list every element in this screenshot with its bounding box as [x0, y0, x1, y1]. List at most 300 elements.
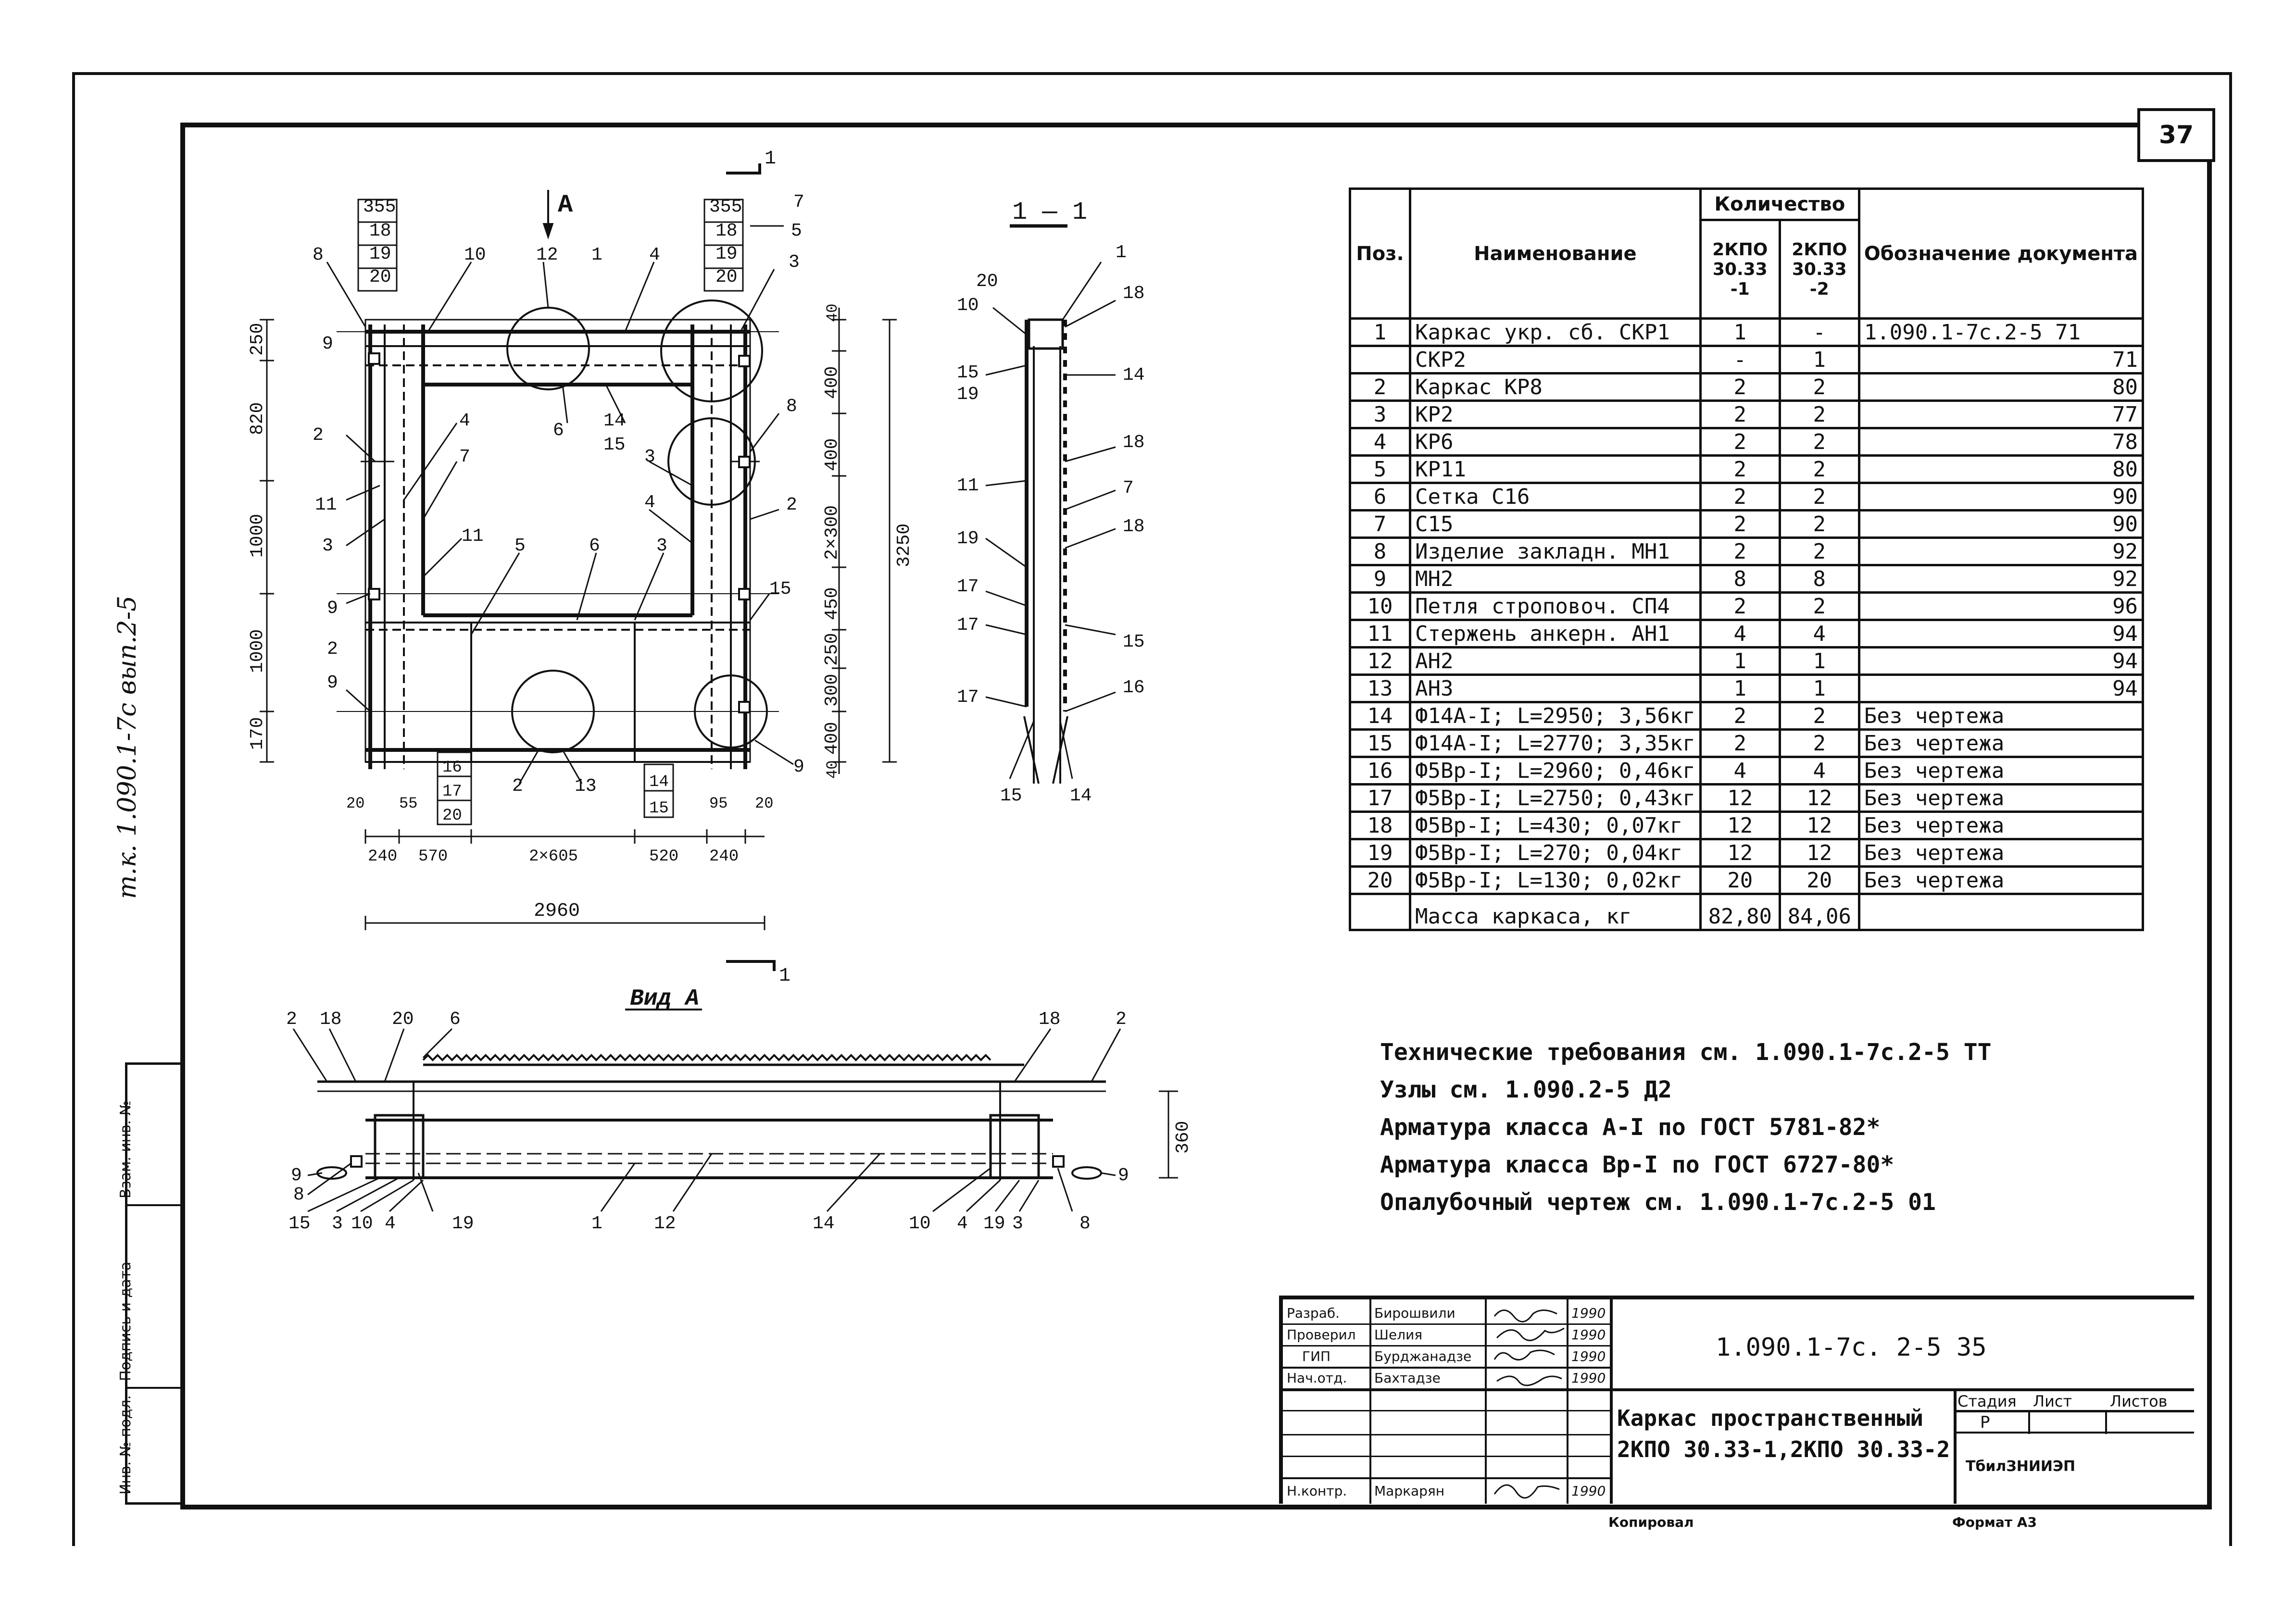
spec-qty-1: 2: [1700, 428, 1780, 456]
callout: 15: [603, 435, 626, 455]
dim-label: 18: [715, 221, 738, 241]
callout: 14: [603, 411, 626, 431]
spec-qty-2: 2: [1780, 374, 1859, 401]
spec-row: [1350, 319, 2143, 346]
dim-label: 400: [822, 438, 842, 471]
callout: 1: [1116, 242, 1127, 263]
dim-label: 20: [755, 795, 774, 812]
spec-doc: 1.090.1-7с.2-5 71: [1859, 319, 2143, 346]
callout: 4: [957, 1213, 968, 1234]
callout: 15: [1123, 632, 1145, 652]
callout: 10: [464, 245, 486, 265]
callout: 14: [1070, 786, 1092, 806]
spec-name: Петля строповоч. СП4: [1410, 593, 1701, 620]
stage-label: Стадия: [1957, 1392, 2017, 1410]
role-label: Н.контр.: [1287, 1483, 1347, 1499]
spec-name: Ф5Вр-I; L=430; 0,07кг: [1410, 812, 1701, 839]
spec-row: [1350, 538, 2143, 565]
dim-label: 520: [649, 848, 679, 866]
spec-doc: 80: [1859, 456, 2143, 483]
plan-view: [260, 163, 897, 971]
callout: 3: [789, 252, 800, 273]
stage-value: Р: [1980, 1413, 1990, 1432]
spec-name: Стержень анкерн. АН1: [1410, 620, 1701, 648]
document-title-line1: Каркас пространственный: [1617, 1405, 1923, 1431]
callout: 1: [591, 1213, 602, 1234]
callout: 8: [293, 1185, 304, 1205]
callout: 2: [1116, 1009, 1127, 1030]
col-pos: Поз.: [1350, 189, 1410, 319]
spec-pos: 17: [1350, 785, 1410, 812]
spec-qty-2: 4: [1780, 757, 1859, 785]
spec-qty-2: 1: [1780, 675, 1859, 702]
spec-name: КР2: [1410, 401, 1701, 428]
note-line: Арматура класса Вр-I по ГОСТ 6727-80*: [1380, 1151, 1895, 1178]
callout: 16: [1123, 677, 1145, 698]
callout: 4: [649, 245, 660, 265]
spec-row: [1350, 620, 2143, 648]
role-label: Нач.отд.: [1287, 1370, 1347, 1386]
spec-qty-2: 2: [1780, 401, 1859, 428]
spec-name: КР6: [1410, 428, 1701, 456]
spec-doc: 96: [1859, 593, 2143, 620]
dim-label: 18: [369, 221, 391, 241]
spec-doc: 90: [1859, 483, 2143, 511]
callout: 14: [813, 1213, 835, 1234]
view-title: Вид А: [630, 986, 700, 1012]
person-name: Бурджанадзе: [1374, 1348, 1472, 1364]
callout: 7: [1123, 478, 1134, 499]
dim-label: 450: [822, 587, 842, 620]
callout: 11: [315, 495, 337, 515]
dim-label: 1000: [247, 629, 268, 673]
dim-label: 17: [442, 783, 462, 801]
callout: 6: [553, 420, 564, 441]
callout: 19: [452, 1213, 474, 1234]
dim-label: 20: [715, 267, 738, 287]
spec-qty-2: 8: [1780, 565, 1859, 593]
spec-row: [1350, 675, 2143, 702]
total-mass: 82,80: [1700, 894, 1780, 930]
callout: 8: [786, 396, 797, 417]
view-a: [293, 1010, 1178, 1211]
col-qty: Количество: [1700, 189, 1859, 220]
spec-row: [1350, 374, 2143, 401]
spec-total-row: [1350, 894, 2143, 930]
dim-label: 95: [709, 795, 728, 812]
spec-pos: 2: [1350, 374, 1410, 401]
spec-name: Ф5Вр-I; L=2750; 0,43кг: [1410, 785, 1701, 812]
dim-label: 250: [822, 633, 842, 666]
callout: 5: [791, 221, 802, 241]
spec-pos: 7: [1350, 511, 1410, 538]
person-name: Бахтадзе: [1374, 1370, 1441, 1386]
title-block: [1279, 1296, 2194, 1504]
spec-name: Ф5Вр-I; L=2960; 0,46кг: [1410, 757, 1701, 785]
spec-pos: 13: [1350, 675, 1410, 702]
callout: 17: [957, 687, 979, 708]
callout: 11: [462, 526, 484, 547]
role-label: Разраб.: [1287, 1305, 1340, 1321]
organization: ТбилЗНИИЭП: [1966, 1458, 2076, 1475]
dim-label: 400: [822, 366, 842, 399]
dim-label: 570: [418, 848, 448, 866]
cut-marker: 1: [765, 148, 777, 170]
dim-label: 355: [363, 197, 396, 217]
spec-doc: 90: [1859, 511, 2143, 538]
callout: 13: [575, 776, 597, 797]
spec-name: Каркас укр. сб. СКР1: [1410, 319, 1701, 346]
callout: 10: [351, 1213, 373, 1234]
spec-qty-2: 4: [1780, 620, 1859, 648]
callout: 12: [536, 245, 558, 265]
dim-label: 2×300: [822, 505, 842, 560]
spec-pos: 15: [1350, 730, 1410, 757]
sign-date: 1990: [1571, 1305, 1606, 1321]
spec-pos: 10: [1350, 593, 1410, 620]
spec-doc: 94: [1859, 648, 2143, 675]
spec-qty-2: 2: [1780, 538, 1859, 565]
document-code: 1.090.1-7с. 2-5 35: [1716, 1333, 1987, 1362]
callout: 15: [1000, 786, 1022, 806]
side-note: т.к. 1.090.1-7с вып.2-5: [113, 595, 142, 899]
callout: 9: [327, 673, 338, 693]
col-doc: Обозначение документа: [1859, 189, 2143, 319]
callout: 18: [1039, 1009, 1061, 1030]
spec-qty-1: 2: [1700, 511, 1780, 538]
section-1-1: [986, 226, 1116, 784]
person-name: Бирошвили: [1374, 1305, 1455, 1321]
dim-label: 820: [247, 402, 268, 435]
spec-qty-1: 20: [1700, 867, 1780, 894]
spec-name: Изделие закладн. МН1: [1410, 538, 1701, 565]
spec-qty-2: 20: [1780, 867, 1859, 894]
person-name: Маркарян: [1374, 1483, 1445, 1499]
spec-qty-1: 8: [1700, 565, 1780, 593]
dim-label: 55: [399, 795, 418, 812]
spec-row: [1350, 483, 2143, 511]
callout: 2: [327, 639, 338, 660]
note-line: Опалубочный чертеж см. 1.090.1-7с.2-5 01: [1380, 1189, 1936, 1216]
sign-date: 1990: [1571, 1327, 1606, 1343]
spec-qty-2: 12: [1780, 812, 1859, 839]
spec-name: СКР2: [1410, 346, 1701, 374]
spec-doc: Без чертежа: [1859, 839, 2143, 867]
spec-name: АН3: [1410, 675, 1701, 702]
spec-row: [1350, 702, 2143, 730]
spec-pos: 12: [1350, 648, 1410, 675]
spec-name: Ф14А-I; L=2950; 3,56кг: [1410, 702, 1701, 730]
spec-name: С15: [1410, 511, 1701, 538]
strip-label: Подпись и дата: [117, 1261, 134, 1381]
spec-pos: 19: [1350, 839, 1410, 867]
callout: 6: [450, 1009, 461, 1030]
spec-pos: 9: [1350, 565, 1410, 593]
overall-width: 2960: [534, 900, 580, 922]
spec-qty-1: 2: [1700, 374, 1780, 401]
spec-row: [1350, 401, 2143, 428]
spec-qty-1: -: [1700, 346, 1780, 374]
spec-pos: 3: [1350, 401, 1410, 428]
dim-label: 20: [369, 267, 391, 287]
spec-pos: 5: [1350, 456, 1410, 483]
spec-qty-1: 2: [1700, 456, 1780, 483]
spec-qty-2: 12: [1780, 839, 1859, 867]
dim-label: 40: [824, 303, 841, 322]
spec-doc: 94: [1859, 675, 2143, 702]
callout: 18: [1123, 283, 1145, 304]
strip-label: Инв. № подл.: [117, 1395, 134, 1495]
spec-name: МН2: [1410, 565, 1701, 593]
technical-drawings: [0, 0, 1346, 1298]
format-label: Формат А3: [1952, 1514, 2037, 1530]
spec-doc: Без чертежа: [1859, 785, 2143, 812]
note-line: Узлы см. 1.090.2-5 Д2: [1380, 1076, 1672, 1103]
signatures: [1490, 1299, 1567, 1504]
callout: 4: [644, 492, 655, 513]
spec-qty-1: 2: [1700, 702, 1780, 730]
callout: 3: [656, 536, 667, 556]
spec-name: АН2: [1410, 648, 1701, 675]
spec-row: [1350, 593, 2143, 620]
callout: 2: [786, 495, 797, 515]
dim-label: 300: [822, 673, 842, 707]
callout: 7: [459, 447, 470, 467]
spec-qty-1: 1: [1700, 675, 1780, 702]
spec-qty-1: 12: [1700, 785, 1780, 812]
spec-rows: [1350, 319, 2143, 930]
sign-date: 1990: [1571, 1370, 1606, 1386]
spec-doc: 92: [1859, 538, 2143, 565]
spec-qty-1: 12: [1700, 839, 1780, 867]
strip-label: Взам. инв. №: [117, 1100, 134, 1198]
callout: 18: [1123, 432, 1145, 453]
callout: 15: [769, 579, 791, 599]
dim-label: 400: [822, 722, 842, 755]
callout: 20: [392, 1009, 414, 1030]
spec-doc: Без чертежа: [1859, 730, 2143, 757]
spec-cell: [1350, 894, 1410, 930]
col-name: Наименование: [1410, 189, 1701, 319]
spec-row: [1350, 648, 2143, 675]
spec-doc: 92: [1859, 565, 2143, 593]
callout: 2: [512, 776, 523, 797]
spec-qty-1: 1: [1700, 319, 1780, 346]
spec-qty-1: 2: [1700, 401, 1780, 428]
sheet-number: 37: [2137, 108, 2215, 162]
callout: 4: [459, 411, 470, 431]
callout: 17: [957, 576, 979, 597]
spec-qty-2: 2: [1780, 428, 1859, 456]
callout: 19: [957, 384, 979, 405]
section-title: 1 — 1: [1012, 198, 1088, 226]
callout: 11: [957, 475, 979, 496]
role-label: Проверил: [1287, 1327, 1356, 1343]
callout: 19: [983, 1213, 1005, 1234]
dim-label: 14: [649, 773, 669, 791]
callout: 6: [589, 536, 600, 556]
callout: 9: [291, 1165, 302, 1186]
spec-doc: 78: [1859, 428, 2143, 456]
spec-qty-2: 2: [1780, 456, 1859, 483]
copied-label: Копировал: [1608, 1514, 1694, 1530]
spec-qty-2: 2: [1780, 730, 1859, 757]
spec-row: [1350, 456, 2143, 483]
spec-qty-2: 2: [1780, 593, 1859, 620]
spec-qty-2: 2: [1780, 483, 1859, 511]
callout: 14: [1123, 365, 1145, 386]
spec-qty-1: 4: [1700, 620, 1780, 648]
spec-pos: [1350, 346, 1410, 374]
spec-qty-1: 2: [1700, 538, 1780, 565]
spec-name: КР11: [1410, 456, 1701, 483]
col-qty-2: 2КПО 30.33 -2: [1780, 220, 1859, 319]
col-qty-1: 2КПО 30.33 -1: [1700, 220, 1780, 319]
spec-qty-2: 1: [1780, 346, 1859, 374]
spec-qty-2: 2: [1780, 702, 1859, 730]
spec-doc: 77: [1859, 401, 2143, 428]
spec-cell: [1859, 894, 2143, 930]
spec-row: [1350, 565, 2143, 593]
spec-qty-1: 12: [1700, 812, 1780, 839]
spec-qty-1: 4: [1700, 757, 1780, 785]
spec-row: [1350, 867, 2143, 894]
spec-qty-1: 1: [1700, 648, 1780, 675]
note-line: Арматура класса А-I по ГОСТ 5781-82*: [1380, 1114, 1881, 1141]
spec-pos: 16: [1350, 757, 1410, 785]
callout: 9: [327, 598, 338, 619]
spec-doc: Без чертежа: [1859, 757, 2143, 785]
spec-doc: 80: [1859, 374, 2143, 401]
spec-row: [1350, 428, 2143, 456]
callout: 10: [957, 295, 979, 316]
callout: 3: [322, 536, 333, 556]
callout: 5: [514, 536, 526, 556]
spec-doc: Без чертежа: [1859, 867, 2143, 894]
callout: 8: [1079, 1213, 1091, 1234]
dim-label: 355: [709, 197, 742, 217]
spec-row: [1350, 785, 2143, 812]
spec-doc: Без чертежа: [1859, 812, 2143, 839]
callout: 1: [591, 245, 602, 265]
callout: 20: [976, 271, 998, 292]
dim-label: 40: [824, 760, 841, 779]
sheets-label: Листов: [2110, 1392, 2168, 1410]
spec-row: [1350, 730, 2143, 757]
spec-pos: 6: [1350, 483, 1410, 511]
spec-qty-2: 12: [1780, 785, 1859, 812]
sheet-label: Лист: [2033, 1392, 2072, 1410]
dim-label: 240: [368, 848, 398, 866]
technical-notes: [1380, 1034, 1992, 1221]
view-marker: А: [558, 191, 573, 219]
cut-marker: 1: [779, 965, 791, 987]
spec-pos: 20: [1350, 867, 1410, 894]
sign-date: 1990: [1571, 1483, 1606, 1499]
dim-label: 20: [346, 795, 365, 812]
view-height: 360: [1173, 1121, 1193, 1154]
spec-doc: 94: [1859, 620, 2143, 648]
spec-qty-2: 1: [1780, 648, 1859, 675]
spec-doc: Без чертежа: [1859, 702, 2143, 730]
callout: 19: [957, 528, 979, 549]
callout: 8: [313, 245, 324, 265]
strip-cell: [117, 1387, 183, 1500]
spec-row: [1350, 346, 2143, 374]
dim-label: 170: [247, 717, 268, 750]
dim-label: 2×605: [529, 848, 578, 866]
callout: 4: [385, 1213, 396, 1234]
dim-label: 250: [247, 323, 268, 356]
callout: 17: [957, 615, 979, 636]
dim-label: 16: [442, 759, 462, 777]
callout: 18: [320, 1009, 342, 1030]
dim-label: 20: [442, 807, 462, 825]
callout: 9: [793, 757, 804, 777]
callout: 9: [322, 334, 333, 354]
callout: 15: [289, 1213, 311, 1234]
dim-label: 15: [649, 799, 669, 818]
note-line: Технические требования см. 1.090.1-7с.2-5 ТТ: [1380, 1039, 1992, 1066]
callout: 2: [313, 425, 324, 446]
callout: 9: [1118, 1165, 1129, 1186]
dim-label: 19: [715, 244, 738, 264]
callout: 12: [654, 1213, 676, 1234]
spec-pos: 18: [1350, 812, 1410, 839]
spec-name: Сетка С16: [1410, 483, 1701, 511]
callout: 7: [793, 192, 804, 212]
spec-qty-2: -: [1780, 319, 1859, 346]
dim-label: 240: [709, 848, 739, 866]
callout: 3: [1012, 1213, 1023, 1234]
spec-pos: 8: [1350, 538, 1410, 565]
spec-qty-1: 2: [1700, 483, 1780, 511]
callout: 3: [332, 1213, 343, 1234]
spec-pos: 11: [1350, 620, 1410, 648]
spec-doc: 71: [1859, 346, 2143, 374]
spec-name: Ф14А-I; L=2770; 3,35кг: [1410, 730, 1701, 757]
document-title-line2: 2КПО 30.33-1,2КПО 30.33-2: [1617, 1436, 1950, 1462]
dim-label: 1000: [247, 513, 268, 558]
callout: 10: [909, 1213, 931, 1234]
spec-row: [1350, 839, 2143, 867]
role-label: ГИП: [1302, 1348, 1331, 1364]
spec-row: [1350, 812, 2143, 839]
spec-name: Ф5Вр-I; L=130; 0,02кг: [1410, 867, 1701, 894]
callout: 2: [286, 1009, 297, 1030]
spec-row: [1350, 511, 2143, 538]
spec-row: [1350, 757, 2143, 785]
callout: 3: [644, 447, 655, 467]
sign-date: 1990: [1571, 1348, 1606, 1364]
spec-name: Каркас КР8: [1410, 374, 1701, 401]
callout: 18: [1123, 516, 1145, 537]
specification-table: [1349, 187, 2144, 931]
spec-qty-1: 2: [1700, 593, 1780, 620]
spec-name: Ф5Вр-I; L=270; 0,04кг: [1410, 839, 1701, 867]
total-mass: 84,06: [1780, 894, 1859, 930]
callout: 15: [957, 362, 979, 383]
person-name: Шелия: [1374, 1327, 1423, 1343]
spec-pos: 4: [1350, 428, 1410, 456]
spec-qty-1: 2: [1700, 730, 1780, 757]
spec-pos: 14: [1350, 702, 1410, 730]
spec-qty-2: 2: [1780, 511, 1859, 538]
overall-height: 3250: [894, 523, 915, 567]
dim-label: 19: [369, 244, 391, 264]
total-label: Масса каркаса, кг: [1410, 894, 1701, 930]
spec-pos: 1: [1350, 319, 1410, 346]
